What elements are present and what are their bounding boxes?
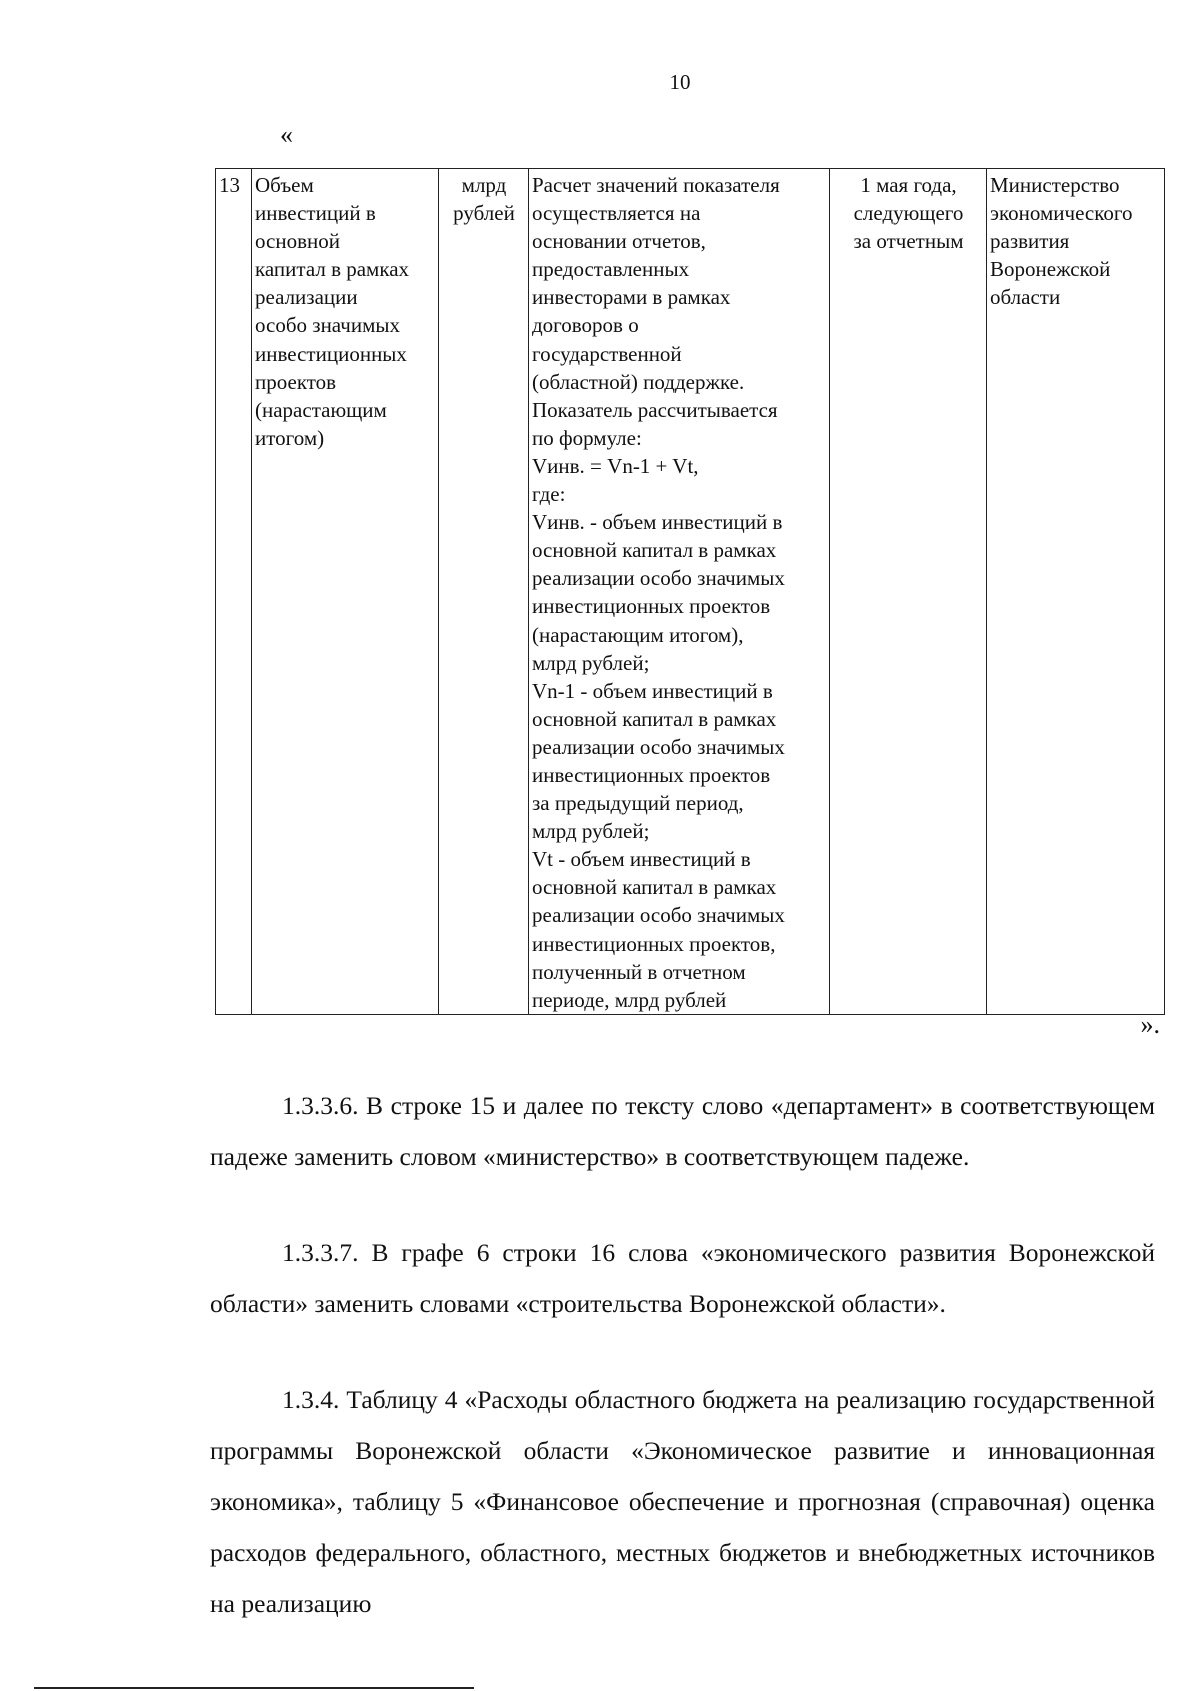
footer-rule xyxy=(34,1687,474,1689)
indicator-table xyxy=(215,168,1165,1015)
responsible-cell xyxy=(987,169,1165,1015)
paragraph-1-3-3-6: 1.3.3.6. В строке 15 и далее по тексту слово «департамент» в соответствующем падеже заменить словом «министерство» в соответствующем падеже. xyxy=(210,1090,1155,1171)
indicator-name-cell xyxy=(252,169,439,1015)
paragraph-1-3-4: 1.3.4. Таблицу 4 «Расходы областного бюджета на реализацию государственной программы Воронежской области «Экономическое развитие и инновационная экономика», таблицу 5 «Финансовое обеспечение и прогнозная (справочная) оценка расходов федерального, областного, местных бюджетов и внебюджетных источников на реализацию xyxy=(210,1384,1155,1618)
calculation-method: Расчет значений показателя осуществляется на основании отчетов, предоставленных инвесторами в рамках договоров о государственной (областной) поддержке. Показатель рассчитывается по формуле: Vинв. = Vn-1 + Vt, где: Vинв. - объем инвестиций в основной капитал в рамках реализации особо значимых инвестиционных проектов (нарастающим итогом), млрд рублей; Vn-1 - объем инвестиций в основной капитал в рамках реализации особо значимых инвестиционных проектов за предыдущий период, млрд рублей; Vt - объем инвестиций в основной капитал в рамках реализации особо значимых инвестиционных проектов, полученный в отчетном периоде, млрд рублей xyxy=(532,173,785,1012)
closing-quote-mark: ». xyxy=(1140,1010,1160,1039)
table-row xyxy=(216,169,1165,1015)
row-number-cell xyxy=(216,169,252,1015)
deadline-cell xyxy=(830,169,987,1015)
paragraph-1-3-3-7: 1.3.3.7. В графе 6 строки 16 слова «экономического развития Воронежской области» заменить словами «строительства Воронежской области». xyxy=(210,1237,1155,1318)
responsible-body: Министерство экономического развития Воронежской области xyxy=(990,173,1133,310)
opening-quote-mark: « xyxy=(280,120,293,149)
unit-of-measure: млрд рублей xyxy=(453,173,515,226)
deadline: 1 мая года, следующего за отчетным xyxy=(853,173,964,254)
indicator-name: Объем инвестиций в основной капитал в рамках реализации особо значимых инвестиционных проектов (нарастающим итогом) xyxy=(255,173,410,450)
unit-cell xyxy=(439,169,529,1015)
row-number: 13 xyxy=(219,173,240,197)
page-number: 10 xyxy=(669,70,691,94)
calculation-method-cell xyxy=(529,169,830,1015)
